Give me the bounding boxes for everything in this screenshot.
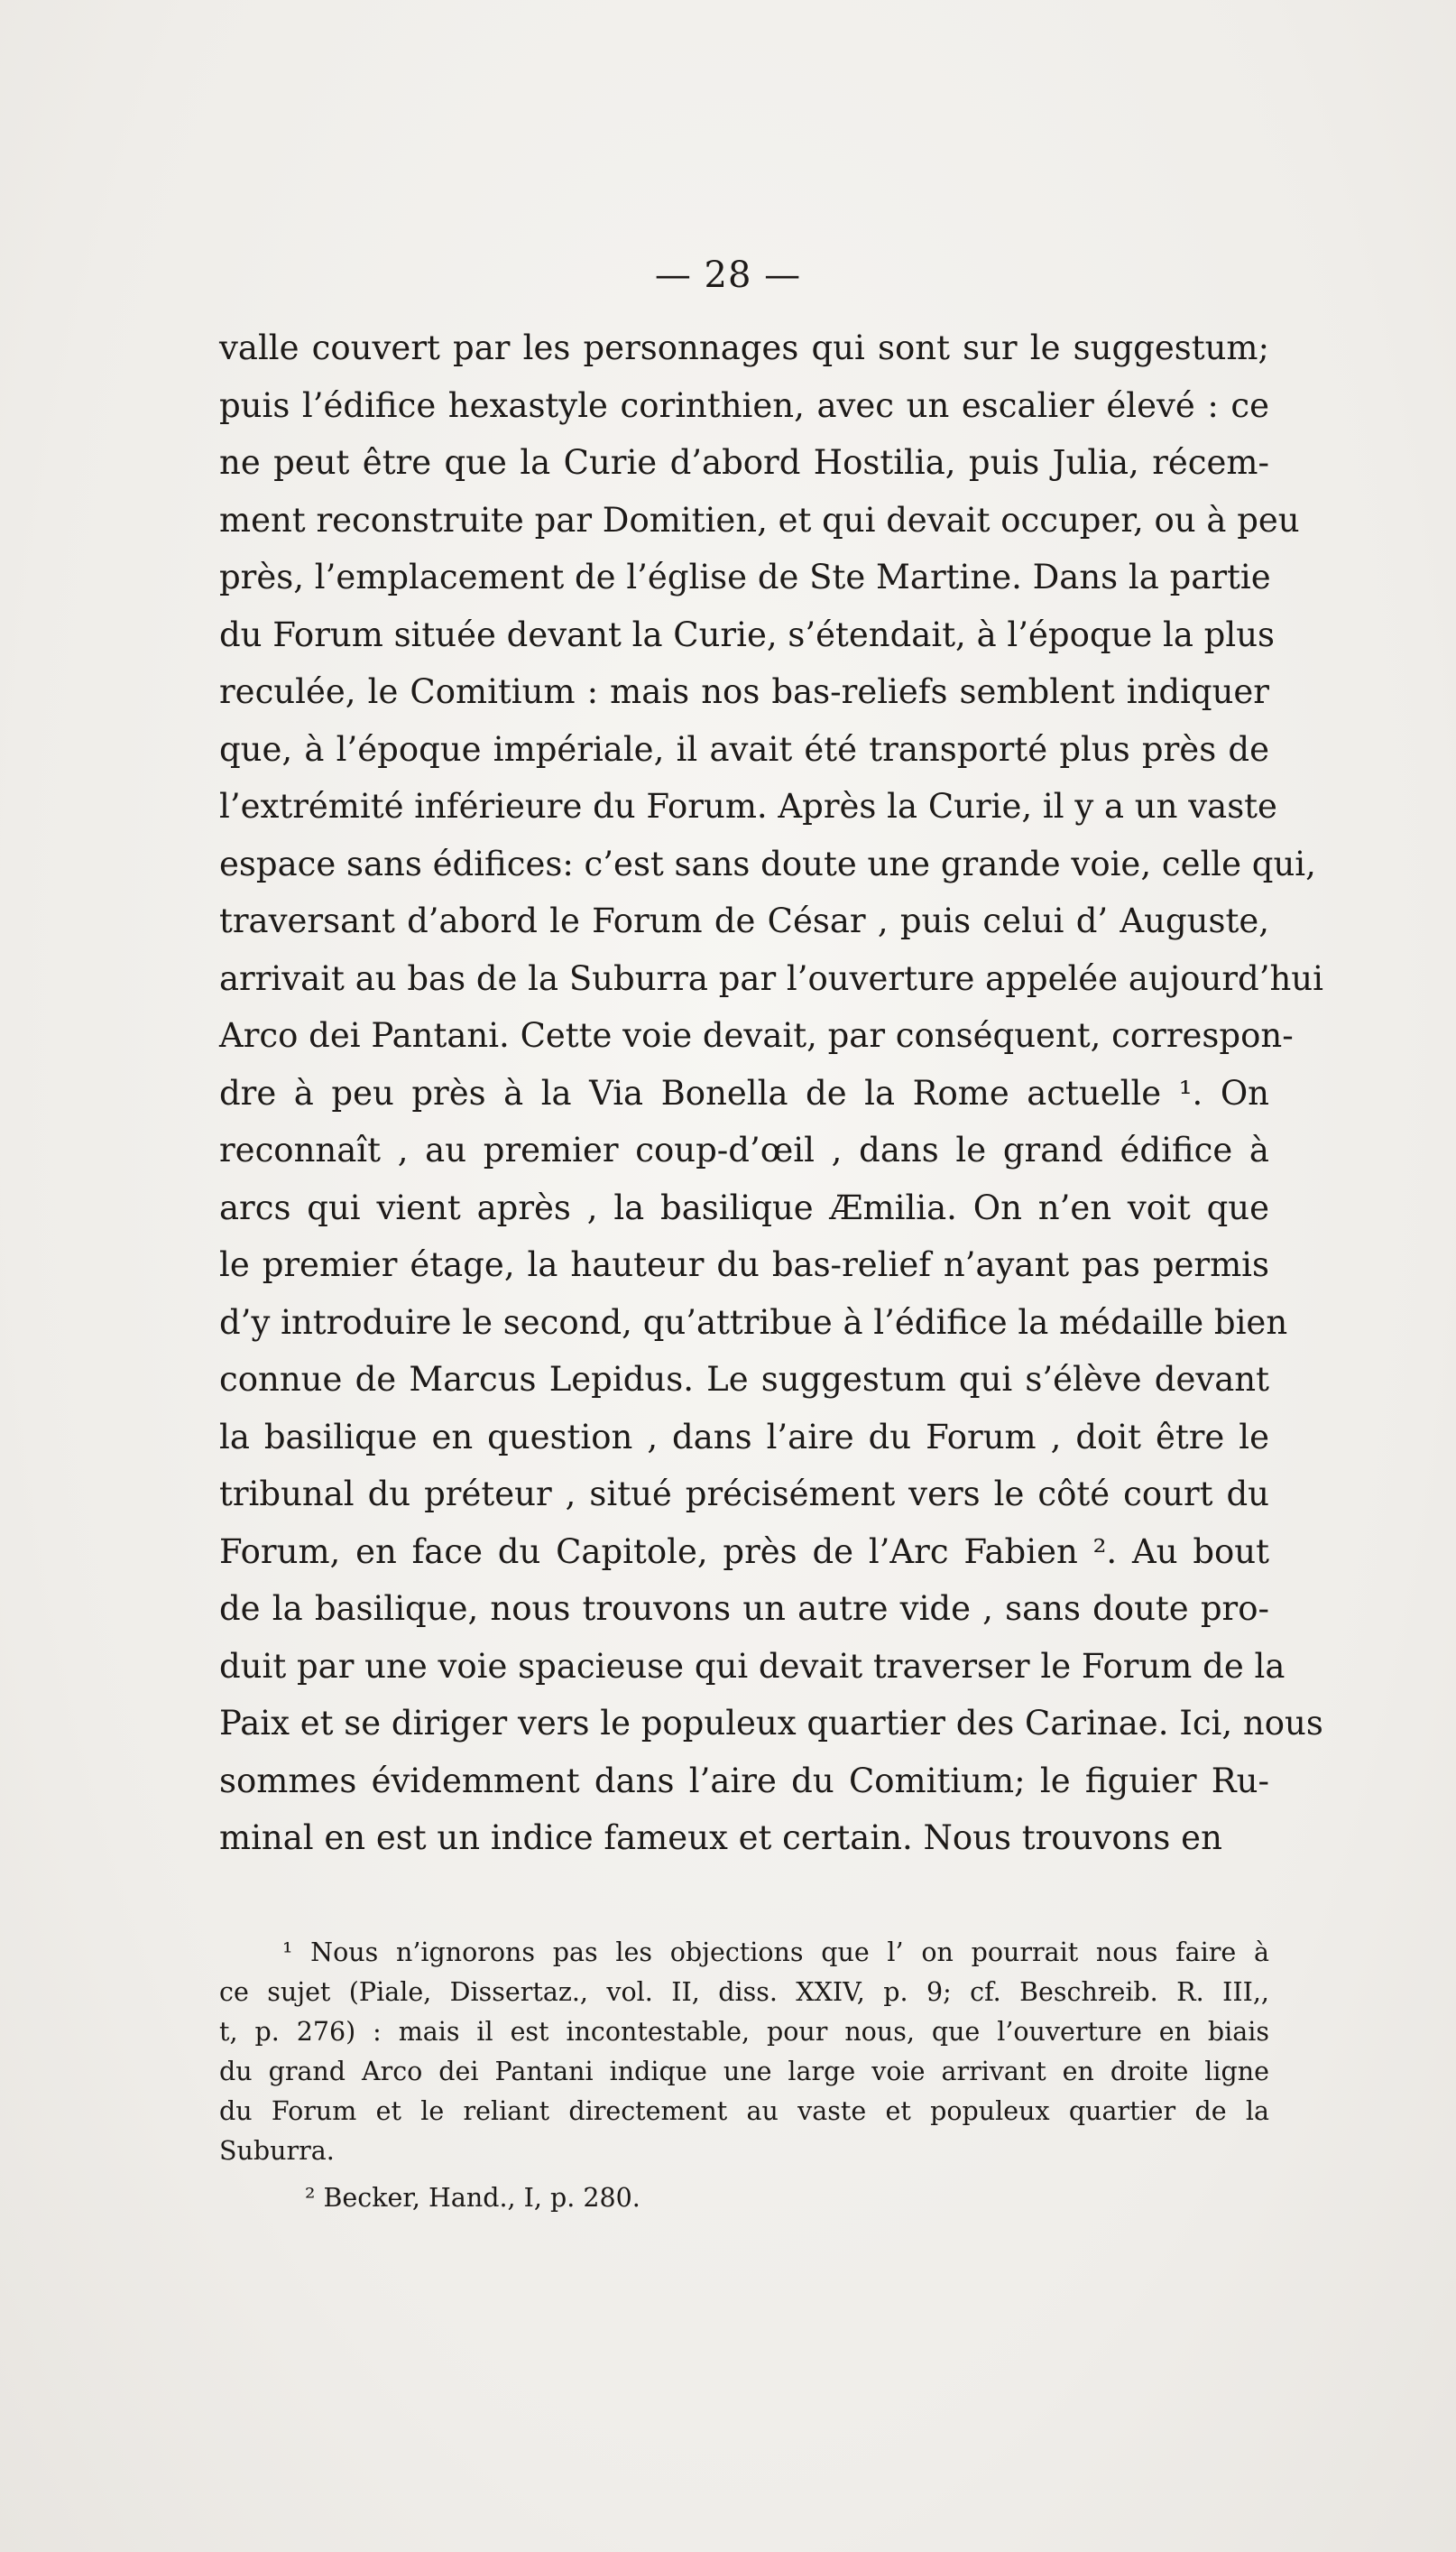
text-line: arrivait au bas de la Suburra par l’ouverture appelée aujourd’hui — [219, 958, 1323, 998]
footnote-line: ce sujet (Piale, Dissertaz., vol. II, diss. XXIV, p. 9; cf. Beschreib. R. III,, — [219, 1977, 1269, 2007]
text-line: d’y introduire le second, qu’attribue à l’édifice la médaille bien — [219, 1302, 1288, 1342]
text-line: tribunal du préteur , situé précisément vers le côté court du — [219, 1475, 1269, 1513]
text-line: Forum, en face du Capitole, près de l’Arc Fabien ². Au bout — [219, 1531, 1269, 1571]
text-line: puis l’édifice hexastyle corinthien, avec un escalier élevé : ce — [219, 385, 1269, 425]
text-line: minal en est un indice fameux et certain. Nous trouvons en — [219, 1818, 1222, 1857]
text-line: connue de Marcus Lepidus. Le suggestum qui s’élève devant — [219, 1360, 1269, 1399]
text-line: que, à l’époque impériale, il avait été transporté plus près de — [219, 729, 1269, 769]
text-line: duit par une voie spacieuse qui devait traverser le Forum de la — [219, 1646, 1286, 1686]
text-line: ne peut être que la Curie d’abord Hostilia, puis Julia, récem- — [219, 443, 1269, 482]
text-line: ment reconstruite par Domitien, et qui devait occuper, ou à peu — [219, 500, 1300, 540]
text-line: près, l’emplacement de l’église de Ste Martine. Dans la partie — [219, 558, 1271, 596]
footnotes — [219, 1933, 1269, 2218]
text-line: le premier étage, la hauteur du bas-relief n’ayant pas permis — [219, 1245, 1269, 1284]
footnote-line: du Forum et le reliant directement au vaste et populeux quartier de la — [219, 2096, 1269, 2126]
text-line: reconnaît , au premier coup-d’œil , dans le grand édifice à — [219, 1131, 1269, 1170]
text-line: l’extrémité inférieure du Forum. Après la Curie, il y a un vaste — [219, 787, 1277, 826]
text-line: traversant d’abord le Forum de César , puis celui d’ Auguste, — [219, 902, 1269, 940]
text-line: valle couvert par les personnages qui sont sur le suggestum; — [219, 328, 1269, 367]
footnote-line: ² Becker, Hand., I, p. 280. — [305, 2183, 640, 2213]
text-line: espace sans édifices: c’est sans doute une grande voie, celle qui, — [219, 844, 1316, 883]
text-line: Paix et se diriger vers le populeux quartier des Carinae. Ici, nous — [219, 1704, 1323, 1743]
text-line: la basilique en question , dans l’aire du Forum , doit être le — [219, 1417, 1269, 1456]
text-line: sommes évidemment dans l’aire du Comitium; le figuier Ru- — [219, 1761, 1269, 1800]
text-line: Arco dei Pantani. Cette voie devait, par conséquent, correspon- — [219, 1016, 1294, 1055]
footnote-line: Suburra. — [219, 2136, 335, 2166]
text-line: reculée, le Comitium : mais nos bas-reliefs semblent indiquer — [219, 672, 1269, 711]
footnote-line: du grand Arco dei Pantani indique une large voie arrivant en droite ligne — [219, 2057, 1269, 2086]
footnote-line: ¹ Nous n’ignorons pas les objections que l’ on pourrait nous faire à — [282, 1937, 1269, 1967]
text-line: arcs qui vient après , la basilique Æmilia. On n’en voit que — [219, 1188, 1269, 1227]
footnote-line: t, p. 276) : mais il est incontestable, pour nous, que l’ouverture en biais — [219, 2017, 1269, 2047]
page-number: — 28 — — [654, 254, 802, 296]
main-text — [219, 319, 1323, 1867]
text-line: dre à peu près à la Via Bonella de la Rome actuelle ¹. On — [219, 1073, 1269, 1113]
text-line: de la basilique, nous trouvons un autre vide , sans doute pro- — [219, 1589, 1269, 1628]
text-line: du Forum située devant la Curie, s’étendait, à l’époque la plus — [219, 615, 1276, 654]
